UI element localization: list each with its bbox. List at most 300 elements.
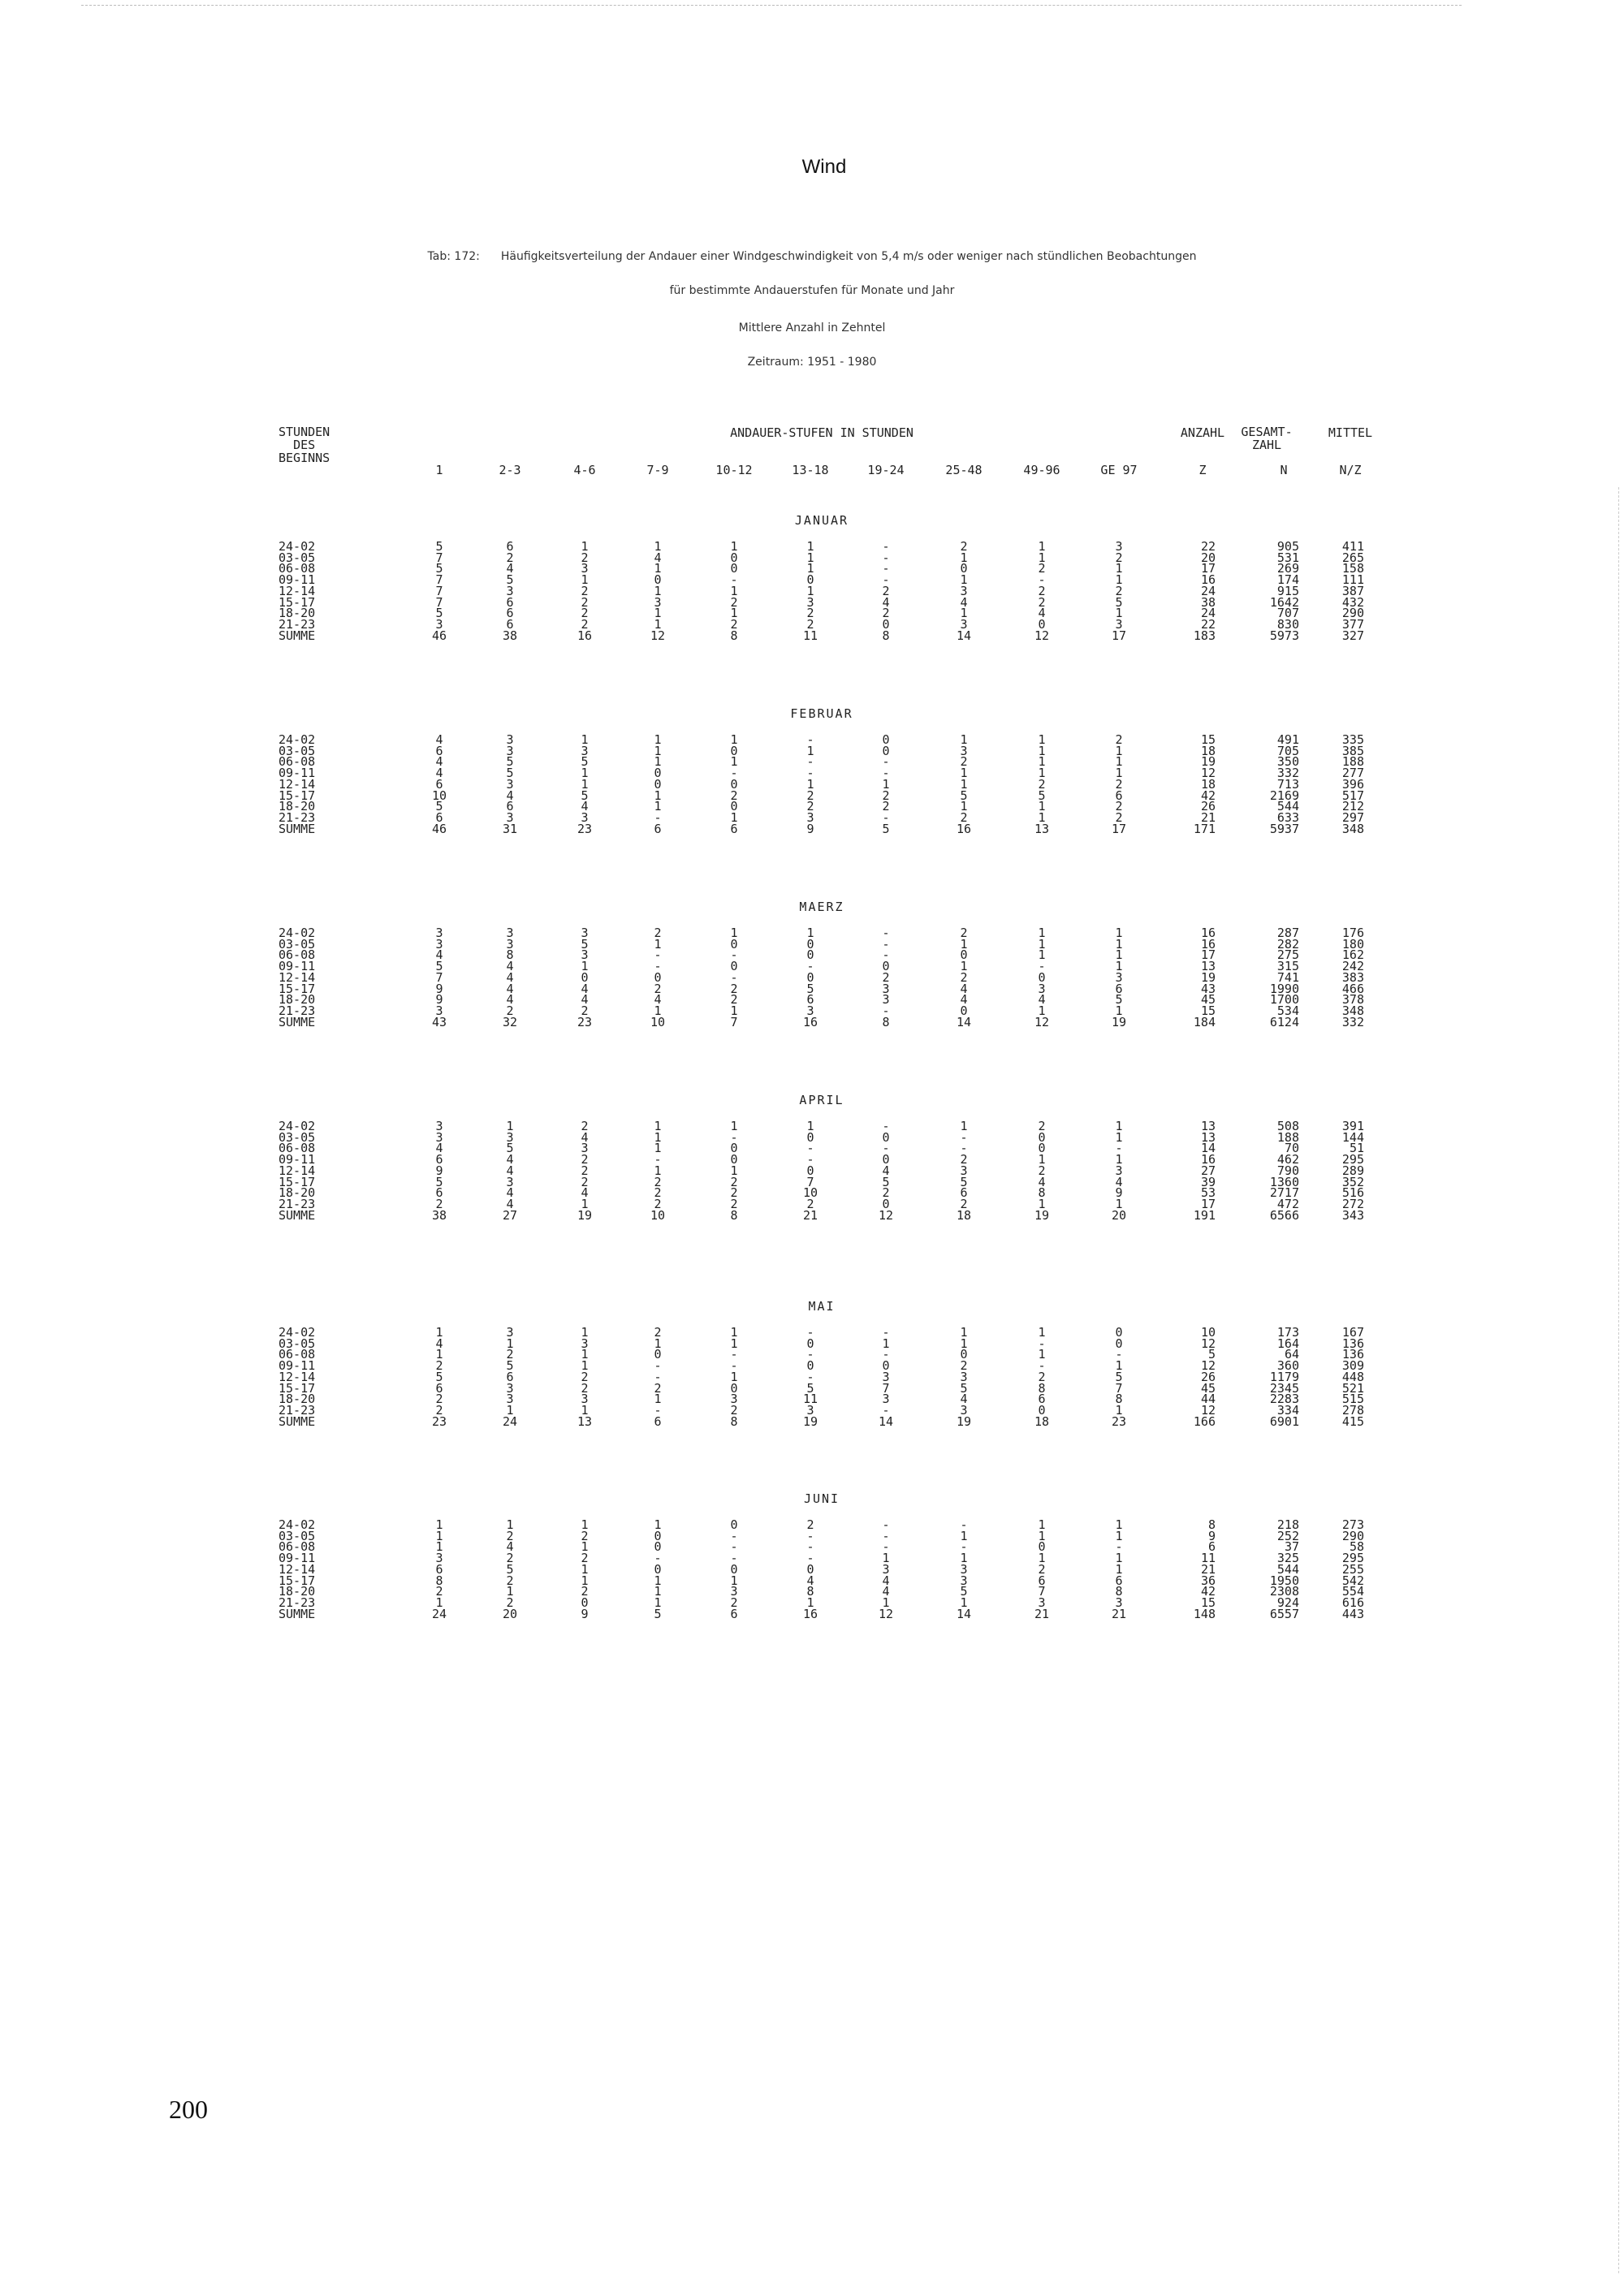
table-cell: 1	[654, 1392, 662, 1407]
table-cell: 1	[1038, 926, 1046, 940]
table-cell: 4	[581, 799, 589, 814]
table-cell: 0	[882, 616, 890, 632]
row-label: 12-14	[279, 1561, 316, 1577]
table-cell: 3	[882, 1561, 890, 1577]
table-cell: 1	[1038, 1551, 1046, 1566]
table-cell: 3	[960, 616, 968, 632]
table-cell: 5	[581, 936, 589, 952]
cell-gesamtzahl: 6557	[1269, 1606, 1299, 1621]
cell-anzahl: 42	[1200, 1584, 1216, 1599]
table-cell: 2	[960, 809, 968, 825]
summe-row	[0, 1413, 1624, 1429]
table-cell: 0	[806, 1561, 814, 1577]
table-cell: 0	[960, 1347, 968, 1362]
table-cell: 2	[960, 754, 968, 770]
cell-gesamtzahl: 350	[1276, 754, 1299, 770]
cell-gesamtzahl: 218	[1276, 1517, 1299, 1532]
table-cell: 1	[1038, 936, 1046, 952]
table-cell: 4	[506, 981, 514, 996]
table-cell: 6	[435, 1152, 443, 1167]
table-cell: 1	[435, 1528, 443, 1543]
table-cell: -	[882, 561, 890, 576]
table-cell: 2	[435, 1584, 443, 1599]
table-cell: 7	[882, 1380, 890, 1396]
table-cell: 1	[1038, 799, 1046, 814]
table-cell: 32	[502, 1014, 518, 1029]
cell-gesamtzahl: 70	[1284, 1141, 1299, 1156]
table-cell: 1	[806, 539, 814, 554]
table-cell: 3	[654, 594, 662, 610]
table-cell: 2	[1038, 583, 1046, 598]
table-cell: 1	[1115, 766, 1123, 781]
table-cell: 3	[506, 809, 514, 825]
cell-anzahl: 18	[1200, 743, 1216, 758]
table-cell: 3	[435, 1129, 443, 1145]
cell-mittel: 327	[1341, 628, 1364, 643]
cell-mittel: 273	[1341, 1517, 1364, 1532]
row-label: 18-20	[279, 799, 316, 814]
table-cell: 2	[581, 1003, 589, 1018]
table-cell: 3	[506, 936, 514, 952]
cell-gesamtzahl: 2717	[1269, 1185, 1299, 1201]
table-cell: 5	[506, 572, 514, 588]
table-cell: 9	[806, 821, 814, 836]
table-cell: 1	[581, 1539, 589, 1555]
table-cell: 46	[431, 821, 447, 836]
header-zahl: ZAHL	[1251, 438, 1282, 452]
cell-anzahl: 36	[1200, 1573, 1216, 1588]
table-cell: 6	[1115, 981, 1123, 996]
cell-anzahl: 44	[1200, 1392, 1216, 1407]
table-cell: 1	[654, 1129, 662, 1145]
table-cell: 2	[506, 1595, 514, 1610]
table-cell: 2	[882, 1185, 890, 1201]
cell-mittel: 167	[1341, 1325, 1364, 1340]
row-label: 15-17	[279, 1380, 316, 1396]
table-cell: 9	[435, 981, 443, 996]
cell-mittel: 466	[1341, 981, 1364, 996]
table-cell: 3	[1115, 969, 1123, 985]
table-cell: 1	[806, 926, 814, 940]
table-cell: 0	[960, 1003, 968, 1018]
table-cell: 2	[730, 1174, 738, 1189]
cell-mittel: 515	[1341, 1392, 1364, 1407]
cell-mittel: 348	[1341, 821, 1364, 836]
table-cell: 3	[882, 981, 890, 996]
cell-mittel: 383	[1341, 969, 1364, 985]
table-cell: 2	[806, 1196, 814, 1211]
table-cell: 2	[435, 1402, 443, 1418]
table-cell: 1	[654, 1336, 662, 1351]
cell-anzahl: 21	[1200, 1561, 1216, 1577]
table-cell: 1	[581, 1517, 589, 1532]
table-cell: 14	[956, 1014, 972, 1029]
table-cell: 6	[1115, 1573, 1123, 1588]
table-cell: -	[654, 1402, 662, 1418]
table-cell: 17	[1111, 821, 1127, 836]
table-cell: 1	[806, 1119, 814, 1133]
table-cell: 1	[506, 1584, 514, 1599]
header-col-10-12: 10-12	[715, 463, 753, 477]
table-cell: 2	[581, 583, 589, 598]
cell-gesamtzahl: 462	[1276, 1152, 1299, 1167]
row-label: 21-23	[279, 1003, 316, 1018]
cell-anzahl: 13	[1200, 1129, 1216, 1145]
table-cell: 3	[806, 809, 814, 825]
table-cell: 2	[1038, 776, 1046, 792]
table-cell: 2	[581, 1528, 589, 1543]
table-cell: 3	[581, 926, 589, 940]
table-cell: 6	[435, 1561, 443, 1577]
header-beginns: BEGINNS	[279, 451, 330, 465]
cell-anzahl: 20	[1200, 550, 1216, 565]
table-cell: 0	[806, 969, 814, 985]
table-cell: 1	[581, 1347, 589, 1362]
table-cell: 4	[435, 732, 443, 747]
table-cell: 24	[431, 1606, 447, 1621]
cell-anzahl: 17	[1200, 947, 1216, 963]
table-cell: 0	[654, 1528, 662, 1543]
table-cell: 1	[435, 1539, 443, 1555]
table-cell: 1	[960, 1528, 968, 1543]
table-cell: 2	[1115, 809, 1123, 825]
table-cell: 38	[431, 1207, 447, 1223]
table-cell: 2	[1038, 1163, 1046, 1178]
cell-anzahl: 15	[1200, 1595, 1216, 1610]
table-cell: 21	[1034, 1606, 1050, 1621]
table-cell: 8	[806, 1584, 814, 1599]
table-cell: 11	[802, 1392, 818, 1407]
cell-gesamtzahl: 905	[1276, 539, 1299, 554]
cell-anzahl: 12	[1200, 1358, 1216, 1374]
cell-mittel: 265	[1341, 550, 1364, 565]
cell-anzahl: 17	[1200, 1196, 1216, 1211]
table-cell: 1	[960, 550, 968, 565]
header-col-4-6: 4-6	[573, 463, 596, 477]
cell-mittel: 517	[1341, 788, 1364, 803]
cell-anzahl: 13	[1200, 1119, 1216, 1133]
row-label: 12-14	[279, 1369, 316, 1384]
table-cell: -	[730, 1551, 738, 1566]
cell-gesamtzahl: 1179	[1269, 1369, 1299, 1384]
table-cell: 2	[581, 616, 589, 632]
table-cell: -	[806, 1152, 814, 1167]
table-cell: 7	[1038, 1584, 1046, 1599]
row-label: 09-11	[279, 1358, 316, 1374]
cell-mittel: 448	[1341, 1369, 1364, 1384]
cell-anzahl: 171	[1193, 821, 1216, 836]
table-cell: 1	[960, 1119, 968, 1133]
table-cell: 4	[1038, 1174, 1046, 1189]
table-cell: 1	[654, 616, 662, 632]
cell-anzahl: 13	[1200, 959, 1216, 974]
table-cell: -	[1115, 1347, 1123, 1362]
table-cell: 4	[506, 992, 514, 1008]
table-cell: 1	[1115, 754, 1123, 770]
table-cell: 5	[806, 1380, 814, 1396]
table-cell: 6	[435, 1185, 443, 1201]
table-cell: 6	[654, 821, 662, 836]
table-cell: 2	[1115, 550, 1123, 565]
table-cell: 1	[581, 766, 589, 781]
table-cell: 6	[960, 1185, 968, 1201]
table-cell: 8	[1038, 1380, 1046, 1396]
table-cell: 38	[502, 628, 518, 643]
table-cell: 1	[1115, 1358, 1123, 1374]
cell-mittel: 277	[1341, 766, 1364, 781]
table-cell: 31	[502, 821, 518, 836]
row-label: 09-11	[279, 1152, 316, 1167]
cell-anzahl: 12	[1200, 766, 1216, 781]
cell-mittel: 521	[1341, 1380, 1364, 1396]
table-cell: 7	[435, 572, 443, 588]
table-cell: -	[806, 1325, 814, 1340]
table-cell: 2	[730, 992, 738, 1008]
table-cell: 16	[577, 628, 593, 643]
table-cell: 0	[882, 959, 890, 974]
table-cell: 6	[654, 1413, 662, 1429]
header-n: N	[1280, 463, 1288, 477]
table-cell: 2	[730, 594, 738, 610]
cell-anzahl: 22	[1200, 616, 1216, 632]
table-cell: 1	[730, 809, 738, 825]
table-cell: 0	[1038, 1141, 1046, 1156]
cell-anzahl: 19	[1200, 754, 1216, 770]
table-cell: 1	[506, 1517, 514, 1532]
table-cell: 3	[581, 1141, 589, 1156]
table-cell: -	[882, 572, 890, 588]
table-cell: 1	[730, 1336, 738, 1351]
cell-anzahl: 53	[1200, 1185, 1216, 1201]
table-cell: 1	[581, 959, 589, 974]
table-cell: 2	[581, 1152, 589, 1167]
table-cell: 10	[431, 788, 447, 803]
cell-gesamtzahl: 334	[1276, 1402, 1299, 1418]
table-cell: 1	[506, 1402, 514, 1418]
table-cell: 1	[1038, 1347, 1046, 1362]
row-label: 06-08	[279, 947, 316, 963]
table-cell: 1	[1038, 1528, 1046, 1543]
table-cell: 3	[960, 1402, 968, 1418]
table-cell: 2	[581, 1369, 589, 1384]
table-cell: 9	[1115, 1185, 1123, 1201]
table-cell: 14	[878, 1413, 894, 1429]
table-cell: 4	[806, 1573, 814, 1588]
row-label: 24-02	[279, 1325, 316, 1340]
table-cell: 3	[506, 1129, 514, 1145]
table-cell: 9	[435, 992, 443, 1008]
table-cell: 2	[730, 981, 738, 996]
cell-anzahl: 16	[1200, 1152, 1216, 1167]
table-cell: 3	[730, 1392, 738, 1407]
cell-mittel: 136	[1341, 1336, 1364, 1351]
table-cell: 19	[956, 1413, 972, 1429]
table-cell: -	[654, 1152, 662, 1167]
table-cell: 8	[506, 947, 514, 963]
cell-anzahl: 16	[1200, 936, 1216, 952]
cell-gesamtzahl: 924	[1276, 1595, 1299, 1610]
table-cell: 8	[435, 1573, 443, 1588]
cell-gesamtzahl: 332	[1276, 766, 1299, 781]
table-cell: -	[806, 754, 814, 770]
cell-gesamtzahl: 531	[1276, 550, 1299, 565]
table-cell: 3	[581, 1336, 589, 1351]
table-cell: 11	[802, 628, 818, 643]
table-cell: 10	[650, 1014, 666, 1029]
table-cell: 2	[654, 1325, 662, 1340]
table-cell: 2	[581, 1119, 589, 1133]
table-cell: 6	[1115, 788, 1123, 803]
table-cell: 1	[1038, 539, 1046, 554]
cell-mittel: 377	[1341, 616, 1364, 632]
table-cell: 3	[506, 1174, 514, 1189]
cell-mittel: 136	[1341, 1347, 1364, 1362]
table-cell: 2	[730, 1185, 738, 1201]
row-label: 12-14	[279, 969, 316, 985]
table-cell: 2	[1038, 594, 1046, 610]
table-cell: 3	[960, 1163, 968, 1178]
row-label: 18-20	[279, 992, 316, 1008]
cell-anzahl: 5	[1207, 1347, 1216, 1362]
table-cell: 7	[435, 969, 443, 985]
table-cell: 1	[654, 1595, 662, 1610]
cell-mittel: 212	[1341, 799, 1364, 814]
summe-row	[0, 1207, 1624, 1223]
table-cell: 5	[882, 1174, 890, 1189]
row-label: 18-20	[279, 1584, 316, 1599]
cell-anzahl: 22	[1200, 539, 1216, 554]
header-nz: N/Z	[1339, 463, 1362, 477]
table-cell: 1	[654, 732, 662, 747]
cell-gesamtzahl: 174	[1276, 572, 1299, 588]
table-cell: 1	[806, 583, 814, 598]
table-cell: 5	[435, 1369, 443, 1384]
table-cell: 0	[806, 1129, 814, 1145]
table-cell: 5	[1115, 594, 1123, 610]
table-cell: 0	[806, 1358, 814, 1374]
month-title: MAI	[808, 1299, 836, 1314]
table-cell: 7	[435, 550, 443, 565]
table-cell: 7	[435, 594, 443, 610]
table-cell: 4	[1115, 1174, 1123, 1189]
cell-gesamtzahl: 534	[1276, 1003, 1299, 1018]
cell-gesamtzahl: 6566	[1269, 1207, 1299, 1223]
table-cell: 1	[730, 754, 738, 770]
row-label: 03-05	[279, 1129, 316, 1145]
table-cell: 5	[506, 1561, 514, 1577]
table-cell: 2	[960, 539, 968, 554]
table-cell: 1	[654, 799, 662, 814]
table-cell: 6	[435, 743, 443, 758]
cell-gesamtzahl: 2345	[1269, 1380, 1299, 1396]
cell-mittel: 295	[1341, 1551, 1364, 1566]
table-cell: 4	[506, 1163, 514, 1178]
cell-gesamtzahl: 5973	[1269, 628, 1299, 643]
table-cell: 0	[960, 947, 968, 963]
table-cell: -	[730, 1129, 738, 1145]
table-cell: 21	[802, 1207, 818, 1223]
cell-mittel: 295	[1341, 1152, 1364, 1167]
table-cell: 2	[654, 1196, 662, 1211]
table-cell: 13	[577, 1413, 593, 1429]
table-cell: 1	[435, 1595, 443, 1610]
month-title: JUNI	[803, 1491, 840, 1506]
table-cell: -	[806, 1369, 814, 1384]
table-cell: 2	[581, 1584, 589, 1599]
table-cell: 2	[581, 550, 589, 565]
table-cell: 3	[1115, 1163, 1123, 1178]
table-cell: 2	[581, 1174, 589, 1189]
table-cell: 3	[506, 743, 514, 758]
table-cell: 3	[960, 1561, 968, 1577]
table-cell: 6	[506, 606, 514, 621]
table-cell: -	[882, 539, 890, 554]
table-cell: 8	[1115, 1392, 1123, 1407]
table-cell: -	[882, 766, 890, 781]
row-label: SUMME	[279, 1207, 316, 1223]
table-cell: 1	[730, 1573, 738, 1588]
table-cell: 12	[1034, 1014, 1050, 1029]
table-cell: 27	[502, 1207, 518, 1223]
cell-gesamtzahl: 164	[1276, 1336, 1299, 1351]
table-cell: 2	[506, 1528, 514, 1543]
cell-gesamtzahl: 1642	[1269, 594, 1299, 610]
table-cell: 4	[882, 594, 890, 610]
table-cell: -	[882, 809, 890, 825]
cell-gesamtzahl: 282	[1276, 936, 1299, 952]
cell-anzahl: 16	[1200, 572, 1216, 588]
table-cell: 1	[806, 561, 814, 576]
table-cell: 2	[581, 594, 589, 610]
table-cell: 1	[506, 1119, 514, 1133]
table-cell: 2	[506, 1551, 514, 1566]
table-cell: 3	[435, 616, 443, 632]
table-cell: -	[960, 1129, 968, 1145]
table-cell: -	[730, 572, 738, 588]
header-col-13-18: 13-18	[792, 463, 829, 477]
table-cell: 23	[577, 821, 593, 836]
table-cell: 18	[956, 1207, 972, 1223]
table-cell: 1	[1115, 1402, 1123, 1418]
table-cell: 3	[506, 926, 514, 940]
table-cell: 0	[581, 969, 589, 985]
cell-mittel: 396	[1341, 776, 1364, 792]
table-cell: -	[960, 1141, 968, 1156]
cell-mittel: 348	[1341, 1003, 1364, 1018]
table-cell: 2	[882, 583, 890, 598]
cell-anzahl: 191	[1193, 1207, 1216, 1223]
table-cell: 2	[581, 1163, 589, 1178]
cell-mittel: 289	[1341, 1163, 1364, 1178]
summe-row	[0, 1016, 1624, 1029]
table-cell: 1	[581, 539, 589, 554]
cell-mittel: 180	[1341, 936, 1364, 952]
table-cell: 19	[1034, 1207, 1050, 1223]
table-cell: 1	[654, 1517, 662, 1532]
table-cell: 2	[1038, 1119, 1046, 1133]
table-cell: 3	[435, 926, 443, 940]
table-cell: 1	[1115, 959, 1123, 974]
table-cell: 0	[730, 550, 738, 565]
table-cell: -	[806, 959, 814, 974]
table-cell: 3	[882, 1392, 890, 1407]
cell-mittel: 158	[1341, 561, 1364, 576]
table-cell: 1	[960, 1336, 968, 1351]
cell-anzahl: 12	[1200, 1336, 1216, 1351]
table-cell: -	[654, 1358, 662, 1374]
cell-gesamtzahl: 1950	[1269, 1573, 1299, 1588]
table-cell: 1	[730, 539, 738, 554]
